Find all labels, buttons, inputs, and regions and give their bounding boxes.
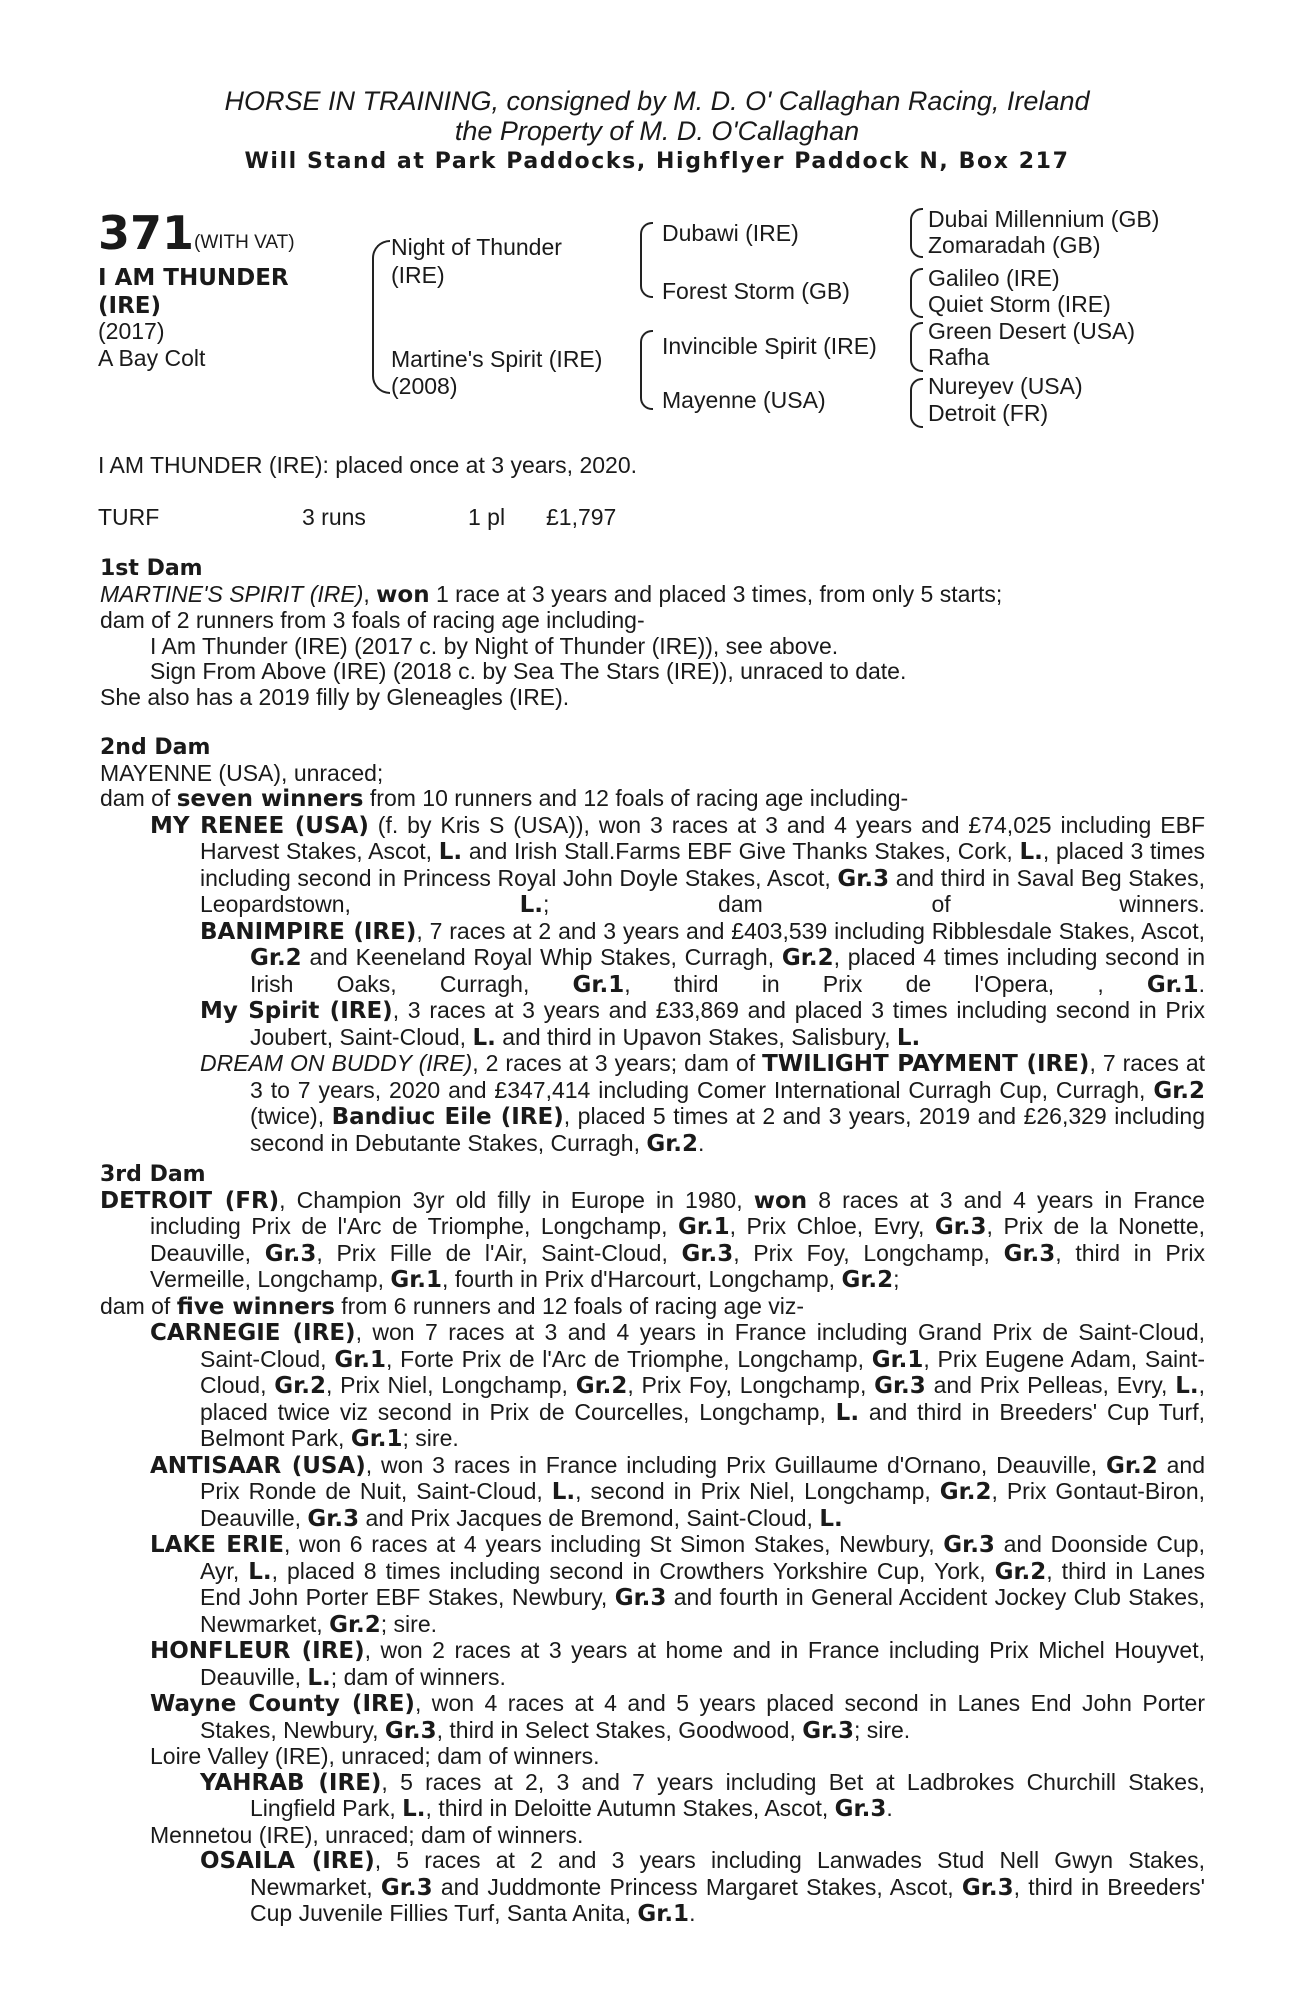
horse-name: I AM THUNDER — [98, 265, 289, 291]
second-dam-title: 2nd Dam — [100, 735, 211, 760]
produce-my-renee: MY RENEE (USA) (f. by Kris S (USA)), won 3 races at 3 and 4 years and £74,025 including EBF Harvest Stakes, Ascot, L. and Irish Stall.Farms EBF Give Thanks Stakes, Cork, L., placed 3 times including second in Princess Royal John Doyle Stakes, Ascot, Gr.3 and third in Saval Beg Stakes, Leopardstown, L.; dam of winners. — [150, 811, 1205, 918]
header-line2: the Property of M. D. O'Callaghan — [454, 116, 860, 146]
sd-sire: Galileo (IRE) — [928, 265, 1060, 291]
dam-sire: Invincible Spirit (IRE) — [662, 333, 877, 359]
produce-lake-erie: LAKE ERIE, won 6 races at 4 years including St Simon Stakes, Newbury, Gr.3 and Doonside Cup, Ayr, L., placed 8 times including second in Crowthers Yorkshire Cup, York, Gr.2, third in Lanes End John Porter EBF Stakes, Newbury, Gr.3 and fourth in General Accident Jockey Club Stakes, Newmarket, Gr.2; sire. — [150, 1531, 1205, 1638]
lot-number: 371 — [98, 206, 195, 260]
produce-note: She also has a 2019 filly by Gleneagles (IRE). — [100, 683, 570, 710]
dd-sire: Nureyev (USA) — [928, 373, 1083, 399]
third-dam-section: 3rd Dam DETROIT (FR), Champion 3yr old filly in Europe in 1980, won 8 races at 3 and 4 years in France including Prix de l'Arc de Triomphe, Longchamp, Gr.1, Prix Chloe, Evry, Gr.3, Prix de la Nonette, Deauville, Gr.3, Prix Fille de l'Air, Saint-Cloud, Gr.3, Prix Foy, Longchamp, Gr.3, third in Prix Vermeille, Longchamp, Gr.1, fourth in Prix d'Harcourt, Longchamp, Gr.2; dam of five winners from 6 runners and 12 foals of racing age viz- CARNEGIE (IRE), won 7 races at 3 and 4 years in France including Grand Prix de Saint-Cloud, Saint-Cloud, Gr.1, Forte Prix de l'Arc de Triomphe, Longchamp, Gr.1, Prix Eugene Adam, Saint-Cloud, Gr.2, Prix Niel, Longchamp, Gr.2, Prix Foy, Longchamp, Gr.3 and Prix Pelleas, Evry, L., placed twice viz second in Prix de Courcelles, Longchamp, L. and third in Breeders' Cup Turf, Belmont Park, Gr.1; sire. ANTISAAR (USA), won 3 races in France including Prix Guillaume d'Ornano, Deauville, Gr.2 and Prix Ronde de Nuit, Saint-Cloud, L., second in Prix Niel, Longchamp, Gr.2, Prix Gontaut-Biron, Deauville, Gr.3 and Prix Jacques de Bremond, Saint-Cloud, L. LAKE ERIE, won 6 races at 4 years including St Simon Stakes, Newbury, Gr.3 and Doonside Cup, Ayr, L., placed 8 times including second in Crowthers Yorkshire Cup, York, Gr.2, third in Lanes End John Porter EBF Stakes, Newbury, Gr.3 and fourth in General Accident Jockey Club Stakes, Newmarket, Gr.2; sire. HONFLEUR (IRE), won 2 races at 3 years at home and in France including Prix Michel Houyvet, Deauville, L.; dam of winners. Wayne County (IRE), won 4 races at 4 and 5 years placed second in Lanes End John Porter Stakes, Newbury, Gr.3, third in Select Stakes, Goodwood, Gr.3; sire. Loire Valley (IRE), unraced; dam of winners. YAHRAB (IRE), 5 races at 2, 3 and 7 years including Bet at Ladbrokes Churchill Stakes, Lingfield Park, L., third in Deloitte Autumn Stakes, Ascot, Gr.3. Mennetou (IRE), unraced; dam of winners. OSAILA (IRE), 5 races at 2 and 3 years including Lanwades Stud Nell Gwyn Stakes, Newmarket, Gr.3 and Juddmonte Princess Margaret Stakes, Ascot, Gr.3, third in Breeders' Cup Juvenile Fillies Turf, Santa Anita, Gr.1. — [100, 1162, 1206, 1927]
ds-sire: Green Desert (USA) — [928, 318, 1136, 344]
produce-antisaar: ANTISAAR (USA), won 3 races in France including Prix Guillaume d'Ornano, Deauville, Gr.2 and Prix Ronde de Nuit, Saint-Cloud, L., second in Prix Niel, Longchamp, Gr.2, Prix Gontaut-Biron, Deauville, Gr.3 and Prix Jacques de Bremond, Saint-Cloud, L. — [150, 1451, 1206, 1532]
produce-loire-valley: Loire Valley (IRE), unraced; dam of winners. — [150, 1743, 600, 1769]
race-summary: I AM THUNDER (IRE): placed once at 3 years, 2020. — [98, 452, 638, 478]
third-dam-title: 3rd Dam — [100, 1162, 206, 1187]
horse-year: (2017) — [98, 318, 165, 344]
sire-country: (IRE) — [391, 262, 445, 288]
produce-my-spirit: My Spirit (IRE), 3 races at 3 years and £33,869 and placed 3 times including second in Prix Joubert, Saint-Cloud, L. and third in Upavon Stakes, Salisbury, L. — [200, 997, 1205, 1051]
produce-honfleur: HONFLEUR (IRE), won 2 races at 3 years at home and in France including Prix Michel Houyvet, Deauville, L.; dam of winners. — [150, 1637, 1205, 1691]
dd-dam: Detroit (FR) — [928, 400, 1049, 426]
header-line3: Will Stand at Park Paddocks, Highflyer Paddock N, Box 217 — [244, 149, 1070, 174]
third-dam-detroit: DETROIT (FR), Champion 3yr old filly in Europe in 1980, won 8 races at 3 and 4 years in France including Prix de l'Arc de Triomphe, Longchamp, Gr.1, Prix Chloe, Evry, Gr.3, Prix de la Nonette, Deauville, Gr.3, Prix Fille de l'Air, Saint-Cloud, Gr.3, Prix Foy, Longchamp, Gr.3, third in Prix Vermeille, Longchamp, Gr.1, fourth in Prix d'Harcourt, Longchamp, Gr.2; — [100, 1186, 1206, 1293]
produce-carnegie: CARNEGIE (IRE), won 7 races at 3 and 4 years in France including Grand Prix de Saint-Cloud, Saint-Cloud, Gr.1, Forte Prix de l'Arc de Triomphe, Longchamp, Gr.1, Prix Eugene Adam, Saint-Cloud, Gr.2, Prix Niel, Longchamp, Gr.2, Prix Foy, Longchamp, Gr.3 and Prix Pelleas, Evry, L., placed twice viz second in Prix de Courcelles, Longchamp, L. and third in Breeders' Cup Turf, Belmont Park, Gr.1; sire. — [150, 1319, 1206, 1452]
dam-brace — [640, 330, 653, 410]
pedigree-brace-main — [372, 240, 390, 394]
first-dam-name: MARTINE'S SPIRIT (IRE) — [100, 580, 364, 607]
record-placed: 1 pl — [468, 504, 506, 530]
horse-desc: A Bay Colt — [98, 345, 206, 371]
sire-brace — [640, 222, 653, 298]
produce-item: I Am Thunder (IRE) (2017 c. by Night of Thunder (IRE)), see above. — [150, 632, 839, 659]
dam-year: (2008) — [391, 373, 458, 399]
first-dam-produce: dam of 2 runners from 3 foals of racing age including- — [100, 607, 645, 633]
record-earnings: £1,797 — [546, 504, 617, 530]
sire-name: Night of Thunder — [391, 234, 562, 260]
ss-brace — [910, 208, 923, 258]
dam-name: Martine's Spirit (IRE) — [391, 346, 603, 372]
dam-dam: Mayenne (USA) — [662, 387, 826, 413]
sd-dam: Quiet Storm (IRE) — [928, 291, 1111, 317]
produce-yahrab: YAHRAB (IRE), 5 races at 2, 3 and 7 years including Bet at Ladbrokes Churchill Stakes, Lingfield Park, L., third in Deloitte Autumn Stakes, Ascot, Gr.3. — [200, 1768, 1205, 1822]
ds-dam: Rafha — [928, 344, 990, 370]
produce-dream-on-buddy: DREAM ON BUDDY (IRE), 2 races at 3 years; dam of TWILIGHT PAYMENT (IRE), 7 races at 3 to 7 years, 2020 and £347,414 including Comer International Curragh Cup, Curragh, Gr.2 (twice), Bandiuc Eile (IRE), placed 5 times at 2 and 3 years, 2019 and £26,329 including second in Debutante Stakes, Curragh, Gr.2. — [200, 1050, 1206, 1157]
produce-mennetou: Mennetou (IRE), unraced; dam of winners. — [150, 1821, 584, 1848]
record-surface: TURF — [98, 504, 160, 530]
header-line1: HORSE IN TRAINING, consigned by M. D. O' Callaghan Racing, Ireland — [224, 86, 1090, 116]
produce-banimpire: BANIMPIRE (IRE), 7 races at 2 and 3 years and £403,539 including Ribblesdale Stakes, Ascot, Gr.2 and Keeneland Royal Whip Stakes, Curragh, Gr.2, placed 4 times including second in Irish Oaks, Curragh, Gr.1, third in Prix de l'Opera, , Gr.1. — [200, 917, 1206, 998]
produce-wayne-county: Wayne County (IRE), won 4 races at 4 and 5 years placed second in Lanes End John Porter Stakes, Newbury, Gr.3, third in Select Stakes, Goodwood, Gr.3; sire. — [150, 1690, 1205, 1744]
dd-brace — [910, 378, 923, 428]
ss-sire: Dubai Millennium (GB) — [928, 206, 1160, 232]
produce-osaila: OSAILA (IRE), 5 races at 2 and 3 years including Lanwades Stud Nell Gwyn Stakes, Newmarket, Gr.3 and Juddmonte Princess Margaret Stakes, Ascot, Gr.3, third in Breeders' Cup Juvenile Fillies Turf, Santa Anita, Gr.1. — [200, 1847, 1206, 1927]
first-dam-title: 1st Dam — [100, 556, 203, 581]
ss-dam: Zomaradah (GB) — [928, 232, 1101, 258]
produce-item: Sign From Above (IRE) (2018 c. by Sea The Stars (IRE)), unraced to date. — [150, 658, 907, 684]
horse-name-country: (IRE) — [98, 293, 162, 319]
sire-dam: Forest Storm (GB) — [662, 278, 850, 304]
record-runs: 3 runs — [302, 504, 366, 530]
sd-brace — [910, 268, 923, 318]
second-dam-name: MAYENNE (USA), unraced; — [100, 759, 384, 786]
first-dam-section: 1st Dam MARTINE'S SPIRIT (IRE), won 1 race at 3 years and placed 3 times, from only 5 starts; dam of 2 runners from 3 foals of racing age including- I Am Thunder (IRE) (2017 c. by Night of Thunder (IRE)), see above. Sign From Above (IRE) (2018 c. by Sea The Stars (IRE)), unraced to date. She also has a 2019 filly by Gleneagles (IRE). — [100, 556, 1205, 710]
ds-brace — [910, 322, 923, 372]
vat-label: (WITH VAT) — [194, 232, 295, 253]
second-dam-section: 2nd Dam MAYENNE (USA), unraced; dam of seven winners from 10 runners and 12 foals of racing age including- MY RENEE (USA) (f. by Kris S (USA)), won 3 races at 3 and 4 years and £74,025 including EBF Harvest Stakes, Ascot, L. and Irish Stall.Farms EBF Give Thanks Stakes, Cork, L., placed 3 times including second in Princess Royal John Doyle Stakes, Ascot, Gr.3 and third in Saval Beg Stakes, Leopardstown, L.; dam of winners. BANIMPIRE (IRE), 7 races at 2 and 3 years and £403,539 including Ribblesdale Stakes, Ascot, Gr.2 and Keeneland Royal Whip Stakes, Curragh, Gr.2, placed 4 times including second in Irish Oaks, Curragh, Gr.1, third in Prix de l'Opera, , Gr.1. My Spirit (IRE), 3 races at 3 years and £33,869 and placed 3 times including second in Prix Joubert, Saint-Cloud, L. and third in Upavon Stakes, Salisbury, L. DREAM ON BUDDY (IRE), 2 races at 3 years; dam of TWILIGHT PAYMENT (IRE), 7 races at 3 to 7 years, 2020 and £347,414 including Comer International Curragh Cup, Curragh, Gr.2 (twice), Bandiuc Eile (IRE), placed 5 times at 2 and 3 years, 2019 and £26,329 including second in Debutante Stakes, Curragh, Gr.2. — [100, 735, 1206, 1157]
sire-sire: Dubawi (IRE) — [662, 220, 799, 246]
